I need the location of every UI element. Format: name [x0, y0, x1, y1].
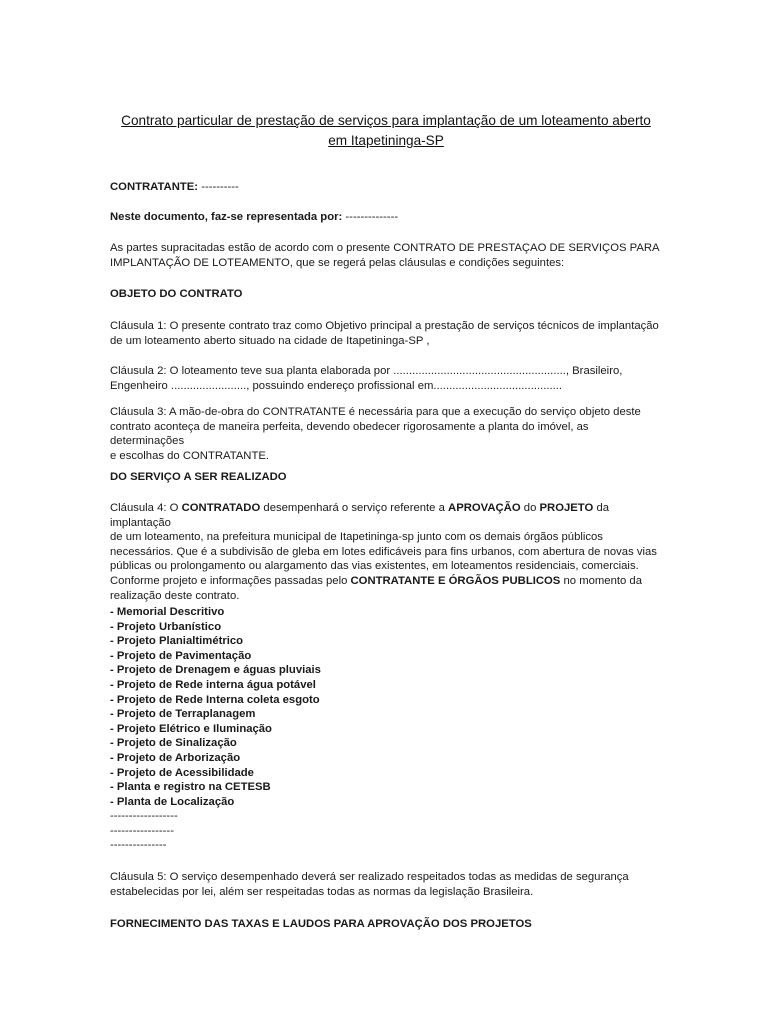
clausula-4-contratante-orgaos: CONTRATANTE E ÓRGÃOS PUBLICOS	[350, 574, 561, 587]
list-item: - Projeto de Arborização	[110, 751, 241, 764]
clausula-5	[110, 870, 662, 899]
clausula-4-line-5a: Conforme projeto e informações passadas pelo	[110, 574, 348, 587]
clausula-4-text: desempenhará o serviço referente a	[263, 502, 445, 514]
document-title	[110, 111, 662, 151]
clausula-5-line-2: estabelecidas por lei, além ser respeitadas todas as normas da legislação Brasileira.	[110, 885, 534, 898]
clausula-1-line-1: O presente contrato traz como Objetivo principal a prestação de serviços técnicos de implantação	[169, 320, 659, 332]
contratante-value: ----------	[201, 181, 239, 193]
clausula-3-line-2: contrato aconteça de maneira perfeita, devendo obedecer rigorosamente a planta do imóvel, as determinações	[110, 420, 589, 448]
clausula-4-line-6: realização deste contrato.	[110, 589, 240, 602]
clausula-5-line-1: Cláusula 5: O serviço desempenhado deverá ser realizado respeitados todas as medidas de segurança	[110, 871, 629, 883]
list-item: - Planta de Localização	[110, 795, 235, 808]
list-item: - Projeto de Terraplanagem	[110, 708, 256, 721]
list-item: - Projeto Urbanístico	[110, 620, 222, 633]
section-heading-objeto: OBJETO DO CONTRATO	[110, 288, 243, 300]
list-item: - Projeto de Drenagem e águas pluviais	[110, 664, 321, 677]
dash-line: -----------------	[110, 824, 174, 837]
contratante-label: CONTRATANTE:	[110, 181, 199, 193]
clausula-4-line-5c: no momento da	[563, 574, 642, 587]
clausula-2-label: Cláusula 2:	[110, 365, 167, 377]
list-item: - Projeto de Rede interna água potável	[110, 678, 316, 691]
intro-line-1: As partes supracitadas estão de acordo com o presente CONTRATO DE PRESTAÇAO DE SERVIÇOS PARA	[110, 242, 660, 254]
representada-line	[110, 210, 662, 225]
clausula-4-contratado: CONTRATADO	[181, 502, 261, 514]
list-item: - Projeto de Rede Interna coleta esgoto	[110, 693, 320, 706]
clausula-4-line-3: necessários. Que é a subdivisão de gleba em lotes edificáveis para fins urbanos, com abertura de novas vias	[110, 545, 657, 558]
representada-label: Neste documento, faz-se representada por:	[110, 211, 343, 223]
list-item: - Projeto Elétrico e Iluminação	[110, 722, 272, 735]
section-heading-taxas: FORNECIMENTO DAS TAXAS E LAUDOS PARA APROVAÇÃO DOS PROJETOS	[110, 918, 532, 930]
intro-paragraph	[110, 241, 662, 270]
clausula-4-text: do	[523, 502, 537, 514]
list-item: - Projeto Planialtimétrico	[110, 635, 244, 648]
clausula-4-text: da implantação	[110, 502, 610, 529]
clausula-1-line-2: de um loteamento aberto situado na cidade de Itapetininga-SP ,	[110, 334, 430, 347]
dash-placeholder-list	[110, 809, 178, 853]
clausula-2-line-1: O loteamento teve sua planta elaborada por ......................................................., Brasileiro,	[169, 365, 623, 377]
clausula-2	[110, 364, 662, 393]
contratante-line	[110, 180, 662, 195]
dash-line: ------------------	[110, 810, 178, 822]
list-item: - Projeto de Sinalização	[110, 737, 237, 750]
list-item: - Planta e registro na CETESB	[110, 781, 271, 794]
clausula-4-label: Cláusula 4:	[110, 502, 167, 514]
title-line-1: Contrato particular de prestação de serviços para implantação de um loteamento aberto	[121, 113, 651, 128]
clausula-3	[110, 405, 662, 463]
clausula-4	[110, 501, 662, 603]
list-item: - Projeto de Pavimentação	[110, 649, 252, 662]
title-line-2: em Itapetininga-SP	[328, 133, 444, 148]
representada-value: --------------	[345, 211, 399, 223]
dash-line: ---------------	[110, 839, 167, 852]
clausula-3-line-1: Cláusula 3: A mão-de-obra do CONTRATANTE é necessária para que a execução do serviço objeto deste	[110, 406, 641, 418]
section-heading-servico: DO SERVIÇO A SER REALIZADO	[110, 471, 287, 483]
list-item: - Projeto de Acessibilidade	[110, 766, 254, 779]
clausula-1-label: Cláusula 1:	[110, 320, 167, 332]
intro-line-2: IMPLANTAÇÃO DE LOTEAMENTO, que se regerá pelas cláusulas e condições seguintes:	[110, 256, 565, 269]
clausula-4-text: O	[169, 502, 179, 514]
clausula-4-line-4: públicas ou prolongamento ou alargamento das vias existentes, em loteamentos residenciais, comerciais.	[110, 560, 639, 573]
project-list	[110, 605, 321, 809]
clausula-4-line-2: de um loteamento, na prefeitura municipal de Itapetininga-sp junto com os demais órgãos públicos	[110, 531, 603, 544]
clausula-1	[110, 319, 662, 348]
clausula-4-aprovacao: APROVAÇÃO	[448, 502, 521, 514]
clausula-4-projeto: PROJETO	[539, 502, 594, 514]
list-item: - Memorial Descritivo	[110, 606, 225, 618]
clausula-2-line-2: Engenheiro ........................, possuindo endereço profissional em.........................................	[110, 379, 563, 392]
clausula-3-line-3: e escolhas do CONTRATANTE.	[110, 449, 270, 462]
